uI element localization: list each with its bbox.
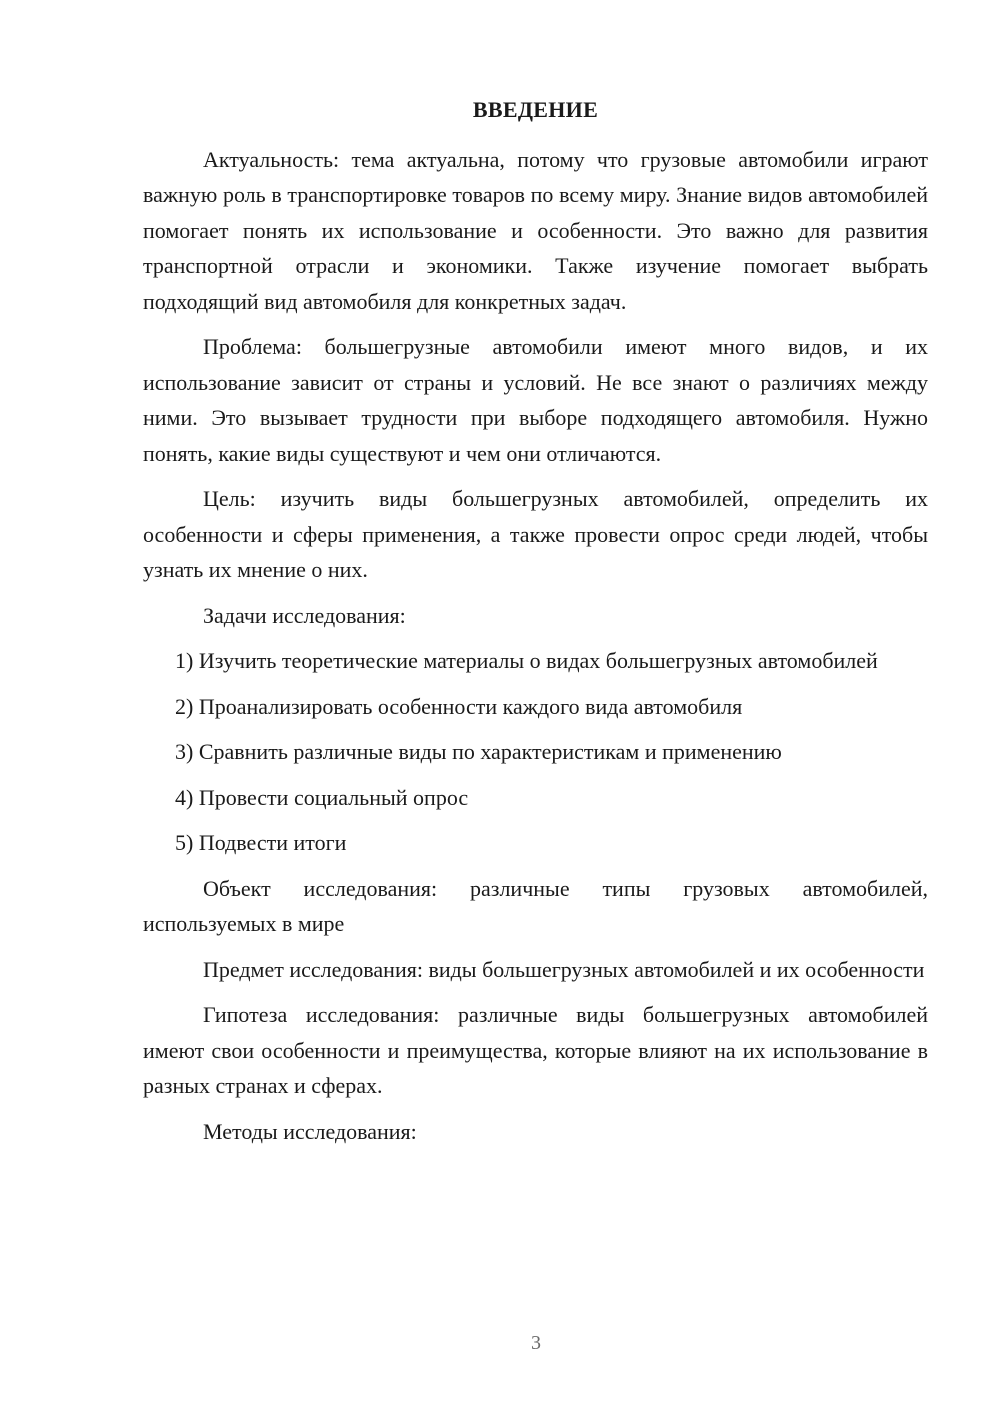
list-item: 1) Изучить теоретические материалы о видах большегрузных автомобилей <box>175 648 878 673</box>
page-title: ВВЕДЕНИЕ <box>472 97 599 122</box>
tasks-list <box>143 643 928 861</box>
relevance-paragraph: Актуальность: тема актуальна, потому что грузовые автомобили играют важную роль в транспортировке товаров по всему миру. Знание видов автомобилей помогает понять их использование и особенности. Это важно для развития транспортной отрасли и экономики. Также изучение помогает выбрать подходящий вид автомобиля для конкретных задач. <box>143 146 928 314</box>
problem-paragraph: Проблема: большегрузные автомобили имеют много видов, и их использование зависит от страны и условий. Не все знают о различиях между ними. Это вызывает трудности при выборе подходящего автомобиля. Нужно понять, какие виды существуют и чем они отличаются. <box>143 334 928 466</box>
object-paragraph: Объект исследования: различные типы грузовых автомобилей, используемых в мире <box>143 875 928 936</box>
list-item: 2) Проанализировать особенности каждого вида автомобиля <box>175 693 743 719</box>
list-item: 4) Провести социальный опрос <box>175 784 469 810</box>
subject-paragraph: Предмет исследования: виды большегрузных автомобилей и их особенности <box>203 956 925 982</box>
list-item: 5) Подвести итоги <box>175 830 347 855</box>
tasks-heading: Задачи исследования: <box>203 602 406 628</box>
list-item: 3) Сравнить различные виды по характеристикам и применению <box>175 739 782 764</box>
document-page <box>143 92 928 1159</box>
page-number: 3 <box>531 1332 541 1354</box>
methods-heading: Методы исследования: <box>203 1118 417 1144</box>
hypothesis-paragraph: Гипотеза исследования: различные виды большегрузных автомобилей имеют свои особенности и преимущества, которые влияют на их использование в разных странах и сферах. <box>143 1002 928 1098</box>
goal-paragraph: Цель: изучить виды большегрузных автомобилей, определить их особенности и сферы применения, а также провести опрос среди людей, чтобы узнать их мнение о них. <box>143 486 928 582</box>
